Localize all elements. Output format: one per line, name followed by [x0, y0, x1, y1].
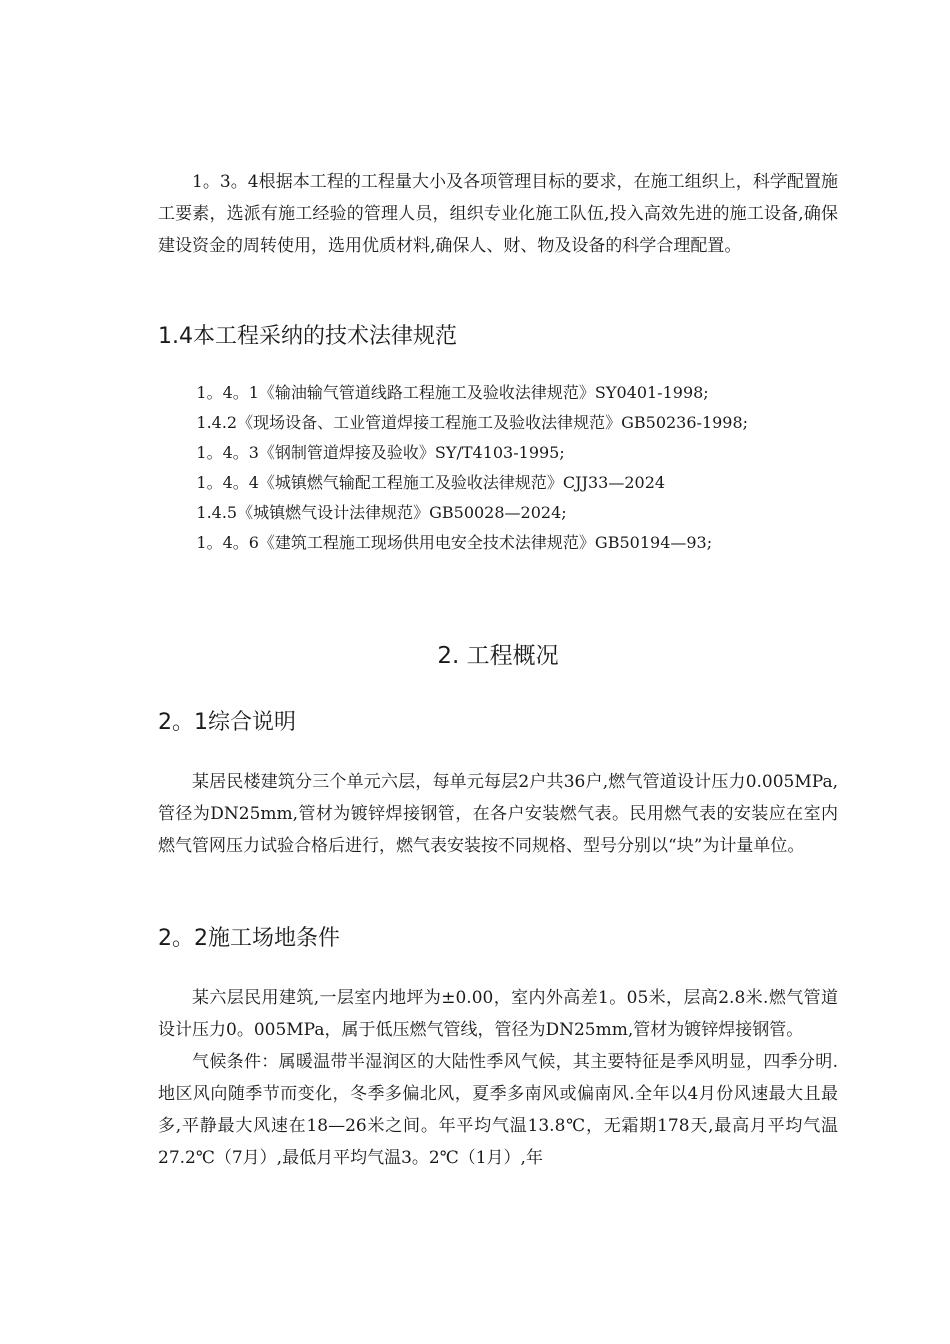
paragraph-2-1: 某居民楼建筑分三个单元六层，每单元每层2户共36户,燃气管道设计压力0.005MPa,管径为DN25mm,管材为镀锌焊接钢管，在各户安装燃气表。民用燃气表的安装应在室内燃气管网压力试验合格后进行，燃气表安装按不同规格、型号分别以“块”为计量单位。	[158, 772, 838, 856]
reference-item: 1.4.2《现场设备、工业管道焊接工程施工及验收法律规范》GB50236-1998;	[196, 413, 749, 432]
heading-2: 2. 工程概况	[437, 643, 559, 669]
paragraph-2-2-climate: 气候条件：属暖温带半湿润区的大陆性季风气候，其主要特征是季风明显，四季分明.地区风向随季节而变化，冬季多偏北风，夏季多南风或偏南风.全年以4月份风速最大且最多,平静最大风速在18—26米之间。年平均气温13.8℃，无霜期178天,最高月平均气温27.2℃（7月）,最低月平均气温3。2℃（1月）,年	[158, 1052, 838, 1168]
heading-1-4: 1.4本工程采纳的技术法律规范	[158, 324, 457, 349]
heading-2-2: 2。2施工场地条件	[158, 926, 340, 951]
section-1-3-4	[158, 166, 838, 262]
reference-item: 1。4。3《钢制管道焊接及验收》SY/T4103-1995;	[196, 443, 565, 462]
reference-list	[158, 378, 838, 558]
reference-item: 1。4。1《输油输气管道线路工程施工及验收法律规范》SY0401-1998;	[196, 383, 709, 402]
reference-item: 1。4。4《城镇燃气输配工程施工及验收法律规范》CJJ33—2024	[196, 473, 666, 492]
heading-2-1-block	[158, 706, 838, 740]
paragraph-1-3-4: 1。3。4根据本工程的工程量大小及各项管理目标的要求，在施工组织上，科学配置施工要素，选派有施工经验的管理人员，组织专业化施工队伍,投入高效先进的施工设备,确保建设资金的周转使用，选用优质材料,确保人、财、物及设备的科学合理配置。	[158, 172, 838, 256]
section-2-1	[158, 766, 838, 862]
paragraph-2-2-site: 某六层民用建筑,一层室内地坪为±0.00，室内外高差1。05米，层高2.8米.燃气管道设计压力0。005MPa，属于低压燃气管线，管径为DN25mm,管材为镀锌焊接钢管。	[158, 988, 838, 1040]
heading-2-block	[158, 638, 838, 674]
heading-2-1: 2。1综合说明	[158, 710, 296, 735]
heading-1-4-block	[158, 320, 838, 354]
reference-item: 1.4.5《城镇燃气设计法律规范》GB50028—2024;	[196, 503, 567, 522]
reference-item: 1。4。6《建筑工程施工现场供用电安全技术法律规范》GB50194—93;	[196, 533, 713, 552]
heading-2-2-block	[158, 922, 838, 956]
section-2-2	[158, 982, 838, 1174]
